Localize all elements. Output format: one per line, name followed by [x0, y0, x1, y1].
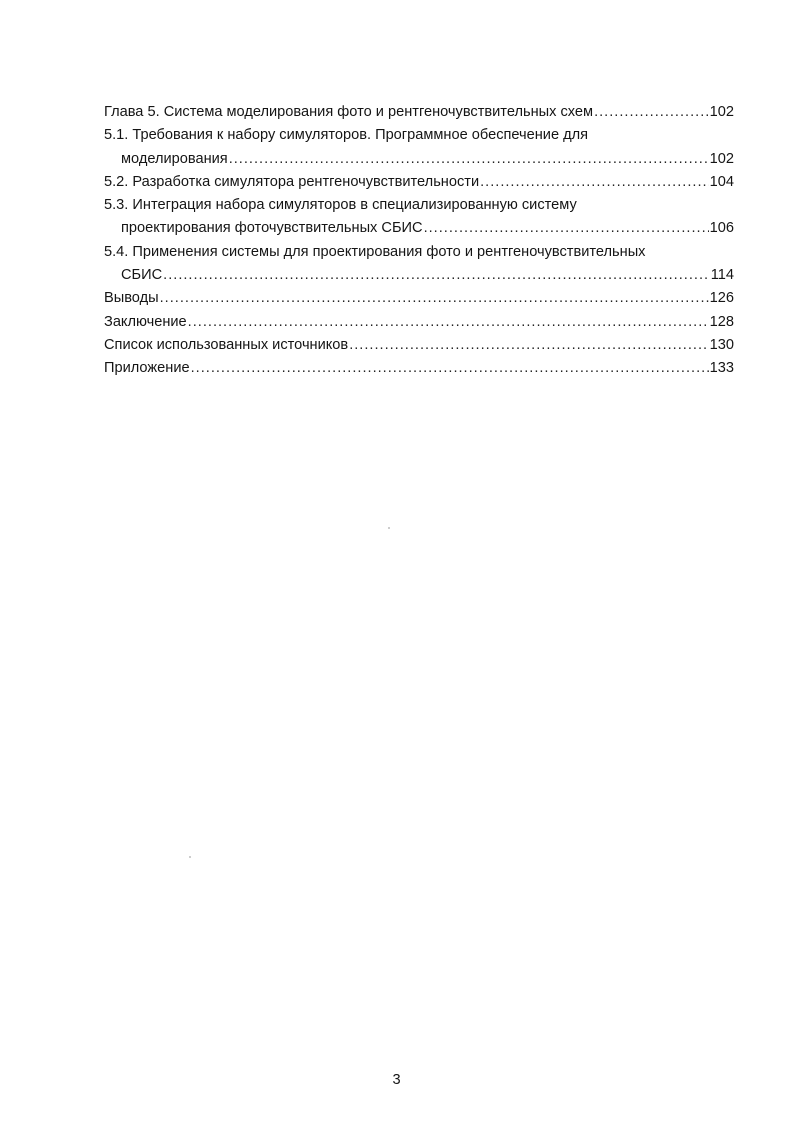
dot-leader [594, 101, 709, 124]
table-of-contents [104, 101, 734, 381]
dot-leader [188, 311, 709, 334]
toc-entry-title-first-line: 5.4. Применения системы для проектирования фото и рентгеночувствительных [104, 243, 646, 260]
page-number: 3 [392, 1072, 401, 1088]
toc-entry-page: 133 [709, 360, 734, 377]
toc-entry-5-2[interactable] [104, 171, 734, 194]
dot-leader [424, 217, 709, 240]
toc-entry-title: Заключение [104, 313, 187, 330]
toc-entry-references[interactable] [104, 334, 734, 357]
toc-entry-chapter-5[interactable] [104, 101, 734, 124]
toc-entry-final-conclusion[interactable] [104, 311, 734, 334]
dot-leader [229, 148, 709, 171]
toc-entry-5-1[interactable] [104, 124, 734, 171]
toc-entry-title: Приложение [104, 360, 190, 377]
dot-leader [349, 334, 708, 357]
toc-entry-page: 104 [709, 173, 734, 190]
dot-leader [160, 287, 709, 310]
toc-entry-title: СБИС [121, 267, 163, 284]
scan-speck [388, 527, 390, 529]
toc-entry-page: 128 [709, 313, 734, 330]
toc-entry-page: 106 [709, 220, 734, 237]
dot-leader [163, 264, 710, 287]
toc-entry-title: моделирования [121, 150, 228, 167]
toc-entry-page: 102 [709, 150, 734, 167]
toc-entry-title: проектирования фоточувствительных СБИС [121, 220, 423, 237]
dot-leader [191, 357, 709, 380]
toc-entry-title: 5.2. Разработка симулятора рентгеночувствительности [104, 173, 480, 190]
toc-entry-conclusions[interactable] [104, 287, 734, 310]
toc-entry-page: 126 [709, 290, 734, 307]
toc-entry-title: Список использованных источников [104, 336, 349, 353]
dot-leader [480, 171, 709, 194]
toc-entry-page: 114 [710, 267, 734, 284]
toc-entry-title-first-line: 5.3. Интеграция набора симуляторов в специализированную систему [104, 197, 577, 214]
toc-entry-page: 102 [709, 104, 734, 120]
toc-entry-appendix[interactable] [104, 357, 734, 380]
toc-entry-title: Глава 5. Система моделирования фото и рентгеночувствительных схем [104, 104, 594, 120]
scan-speck [189, 856, 191, 858]
toc-entry-5-3[interactable] [104, 194, 734, 241]
toc-entry-5-4[interactable] [104, 241, 734, 288]
toc-entry-page: 130 [709, 336, 734, 353]
toc-entry-title-first-line: 5.1. Требования к набору симуляторов. Программное обеспечение для [104, 127, 589, 144]
toc-entry-title: Выводы [104, 290, 159, 307]
